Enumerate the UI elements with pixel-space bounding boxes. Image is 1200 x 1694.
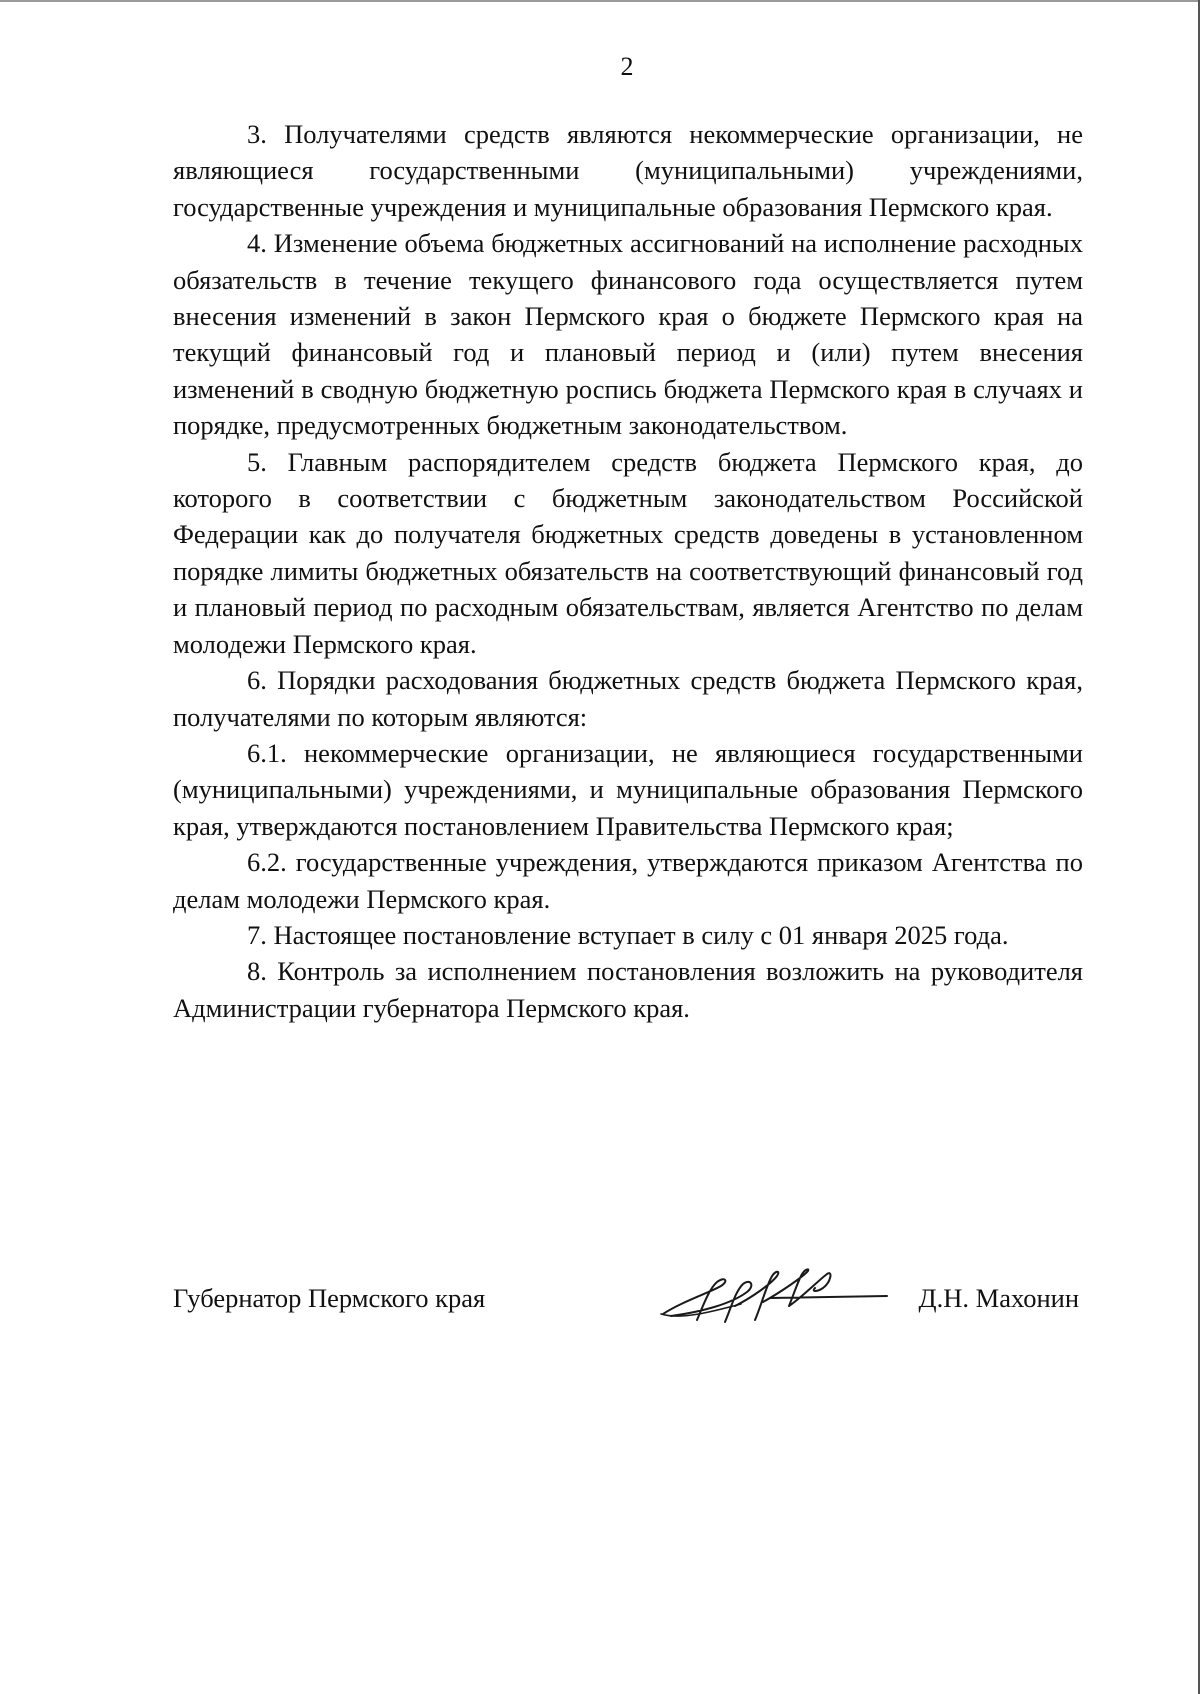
signatory-position: Губернатор Пермского края (173, 1283, 486, 1313)
handwritten-signature (651, 1262, 891, 1332)
paragraph-7: 7. Настоящее постановление вступает в силу с 01 января 2025 года. (247, 919, 1009, 950)
page-number: 2 (620, 52, 634, 81)
paragraph-6-1: 6.1. некоммерческие организации, не являющиеся государственными (муниципальными) учреждениями, и муниципальные образования Пермского края, утверждаются постановлением Правительства Пермского края; (173, 737, 1083, 841)
signature-block (173, 1272, 1083, 1342)
paragraph-4: 4. Изменение объема бюджетных ассигнований на исполнение расходных обязательств в течение текущего финансового года осуществляется путем внесения изменений в закон Пермского края о бюджете Пермского края на текущий финансовый год и плановый период и (или) путем внесения изменений в сводную бюджетную роспись бюджета Пермского края в случаях и порядке, предусмотренных бюджетным законодательством. (173, 228, 1083, 441)
paragraph-6-2: 6.2. государственные учреждения, утверждаются приказом Агентства по делам молодежи Пермского края. (173, 847, 1083, 914)
paragraph-6: 6. Порядки расходования бюджетных средств бюджета Пермского края, получателями по которым являются: (173, 665, 1083, 732)
scan-edge-top (0, 0, 1200, 2)
paragraph-5: 5. Главным распорядителем средств бюджета Пермского края, до которого в соответствии с бюджетным законодательством Российской Федерации как до получателя бюджетных средств доведены в установленном порядке лимиты бюджетных обязательств на соответствующий финансовый год и плановый период по расходным обязательствам, является Агентство по делам молодежи Пермского края. (173, 446, 1083, 659)
signatory-name: Д.Н. Махонин (918, 1283, 1079, 1313)
paragraph-8: 8. Контроль за исполнением постановления возложить на руководителя Администрации губернатора Пермского края. (173, 956, 1083, 1023)
paragraph-3: 3. Получателями средств являются некоммерческие организации, не являющиеся государственными (муниципальными) учреждениями, государственные учреждения и муниципальные образования Пермского края. (173, 119, 1083, 222)
document-body (173, 116, 1083, 1026)
